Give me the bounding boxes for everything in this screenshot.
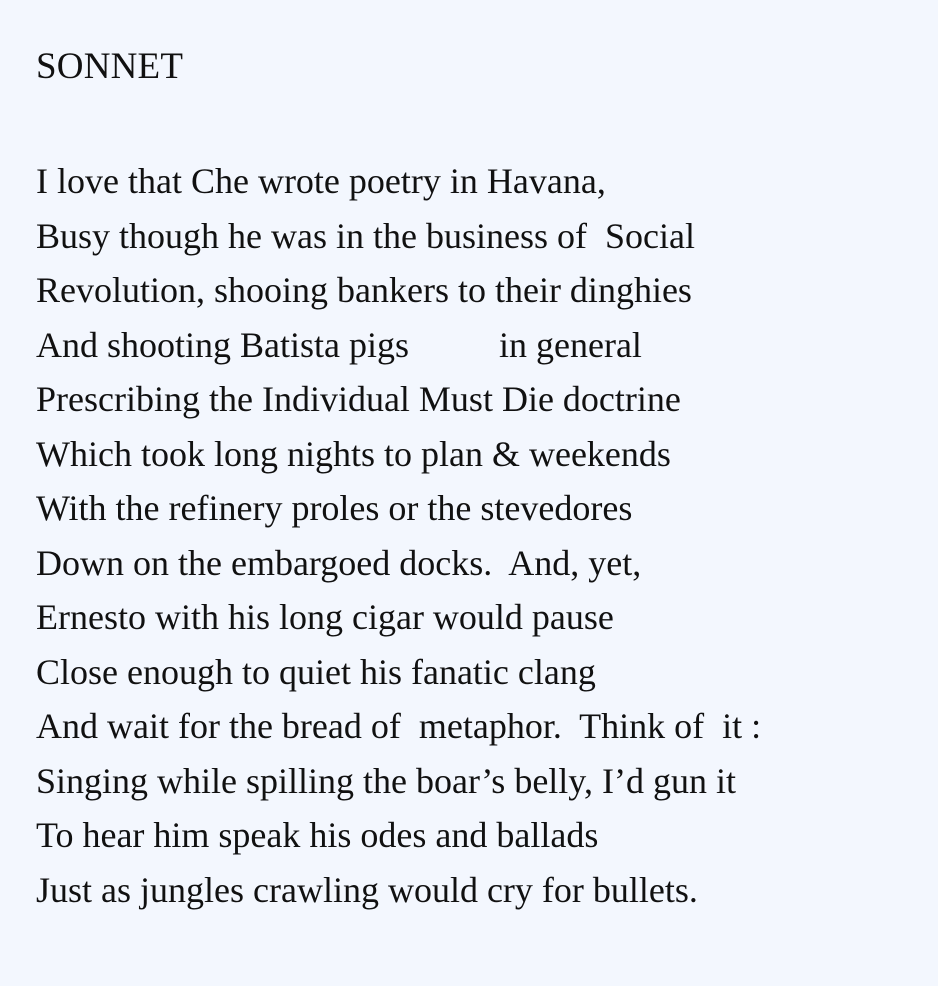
poem-line-8: Down on the embargoed docks. And, yet, [36,542,642,583]
poem-line-3: Revolution, shooing bankers to their dinghies [36,270,692,310]
poem-line-11: And wait for the bread of metaphor. Think of it : [36,706,762,746]
poem-line-7: With the refinery proles or the stevedores [36,488,633,528]
poem-line-13: To hear him speak his odes and ballads [36,815,599,855]
poem-line-12: Singing while spilling the boar’s belly, I’d gun it [36,760,736,801]
poem-line-1: I love that Che wrote poetry in Havana, [36,161,606,201]
poem-line-4: And shooting Batista pigs in general [36,324,642,365]
poem-line-2: Busy though he was in the business of Social [36,215,695,256]
poem-title: SONNET [36,46,184,87]
poem-line-6: Which took long nights to plan & weekends [36,433,671,474]
poem-line-5: Prescribing the Individual Must Die doctrine [36,379,681,419]
poem-line-9: Ernesto with his long cigar would pause [36,597,614,637]
poem-line-10: Close enough to quiet his fanatic clang [36,651,596,692]
poem-page [36,45,916,917]
poem-line-14: Just as jungles crawling would cry for bullets. [36,869,698,910]
poem-body [36,154,916,917]
